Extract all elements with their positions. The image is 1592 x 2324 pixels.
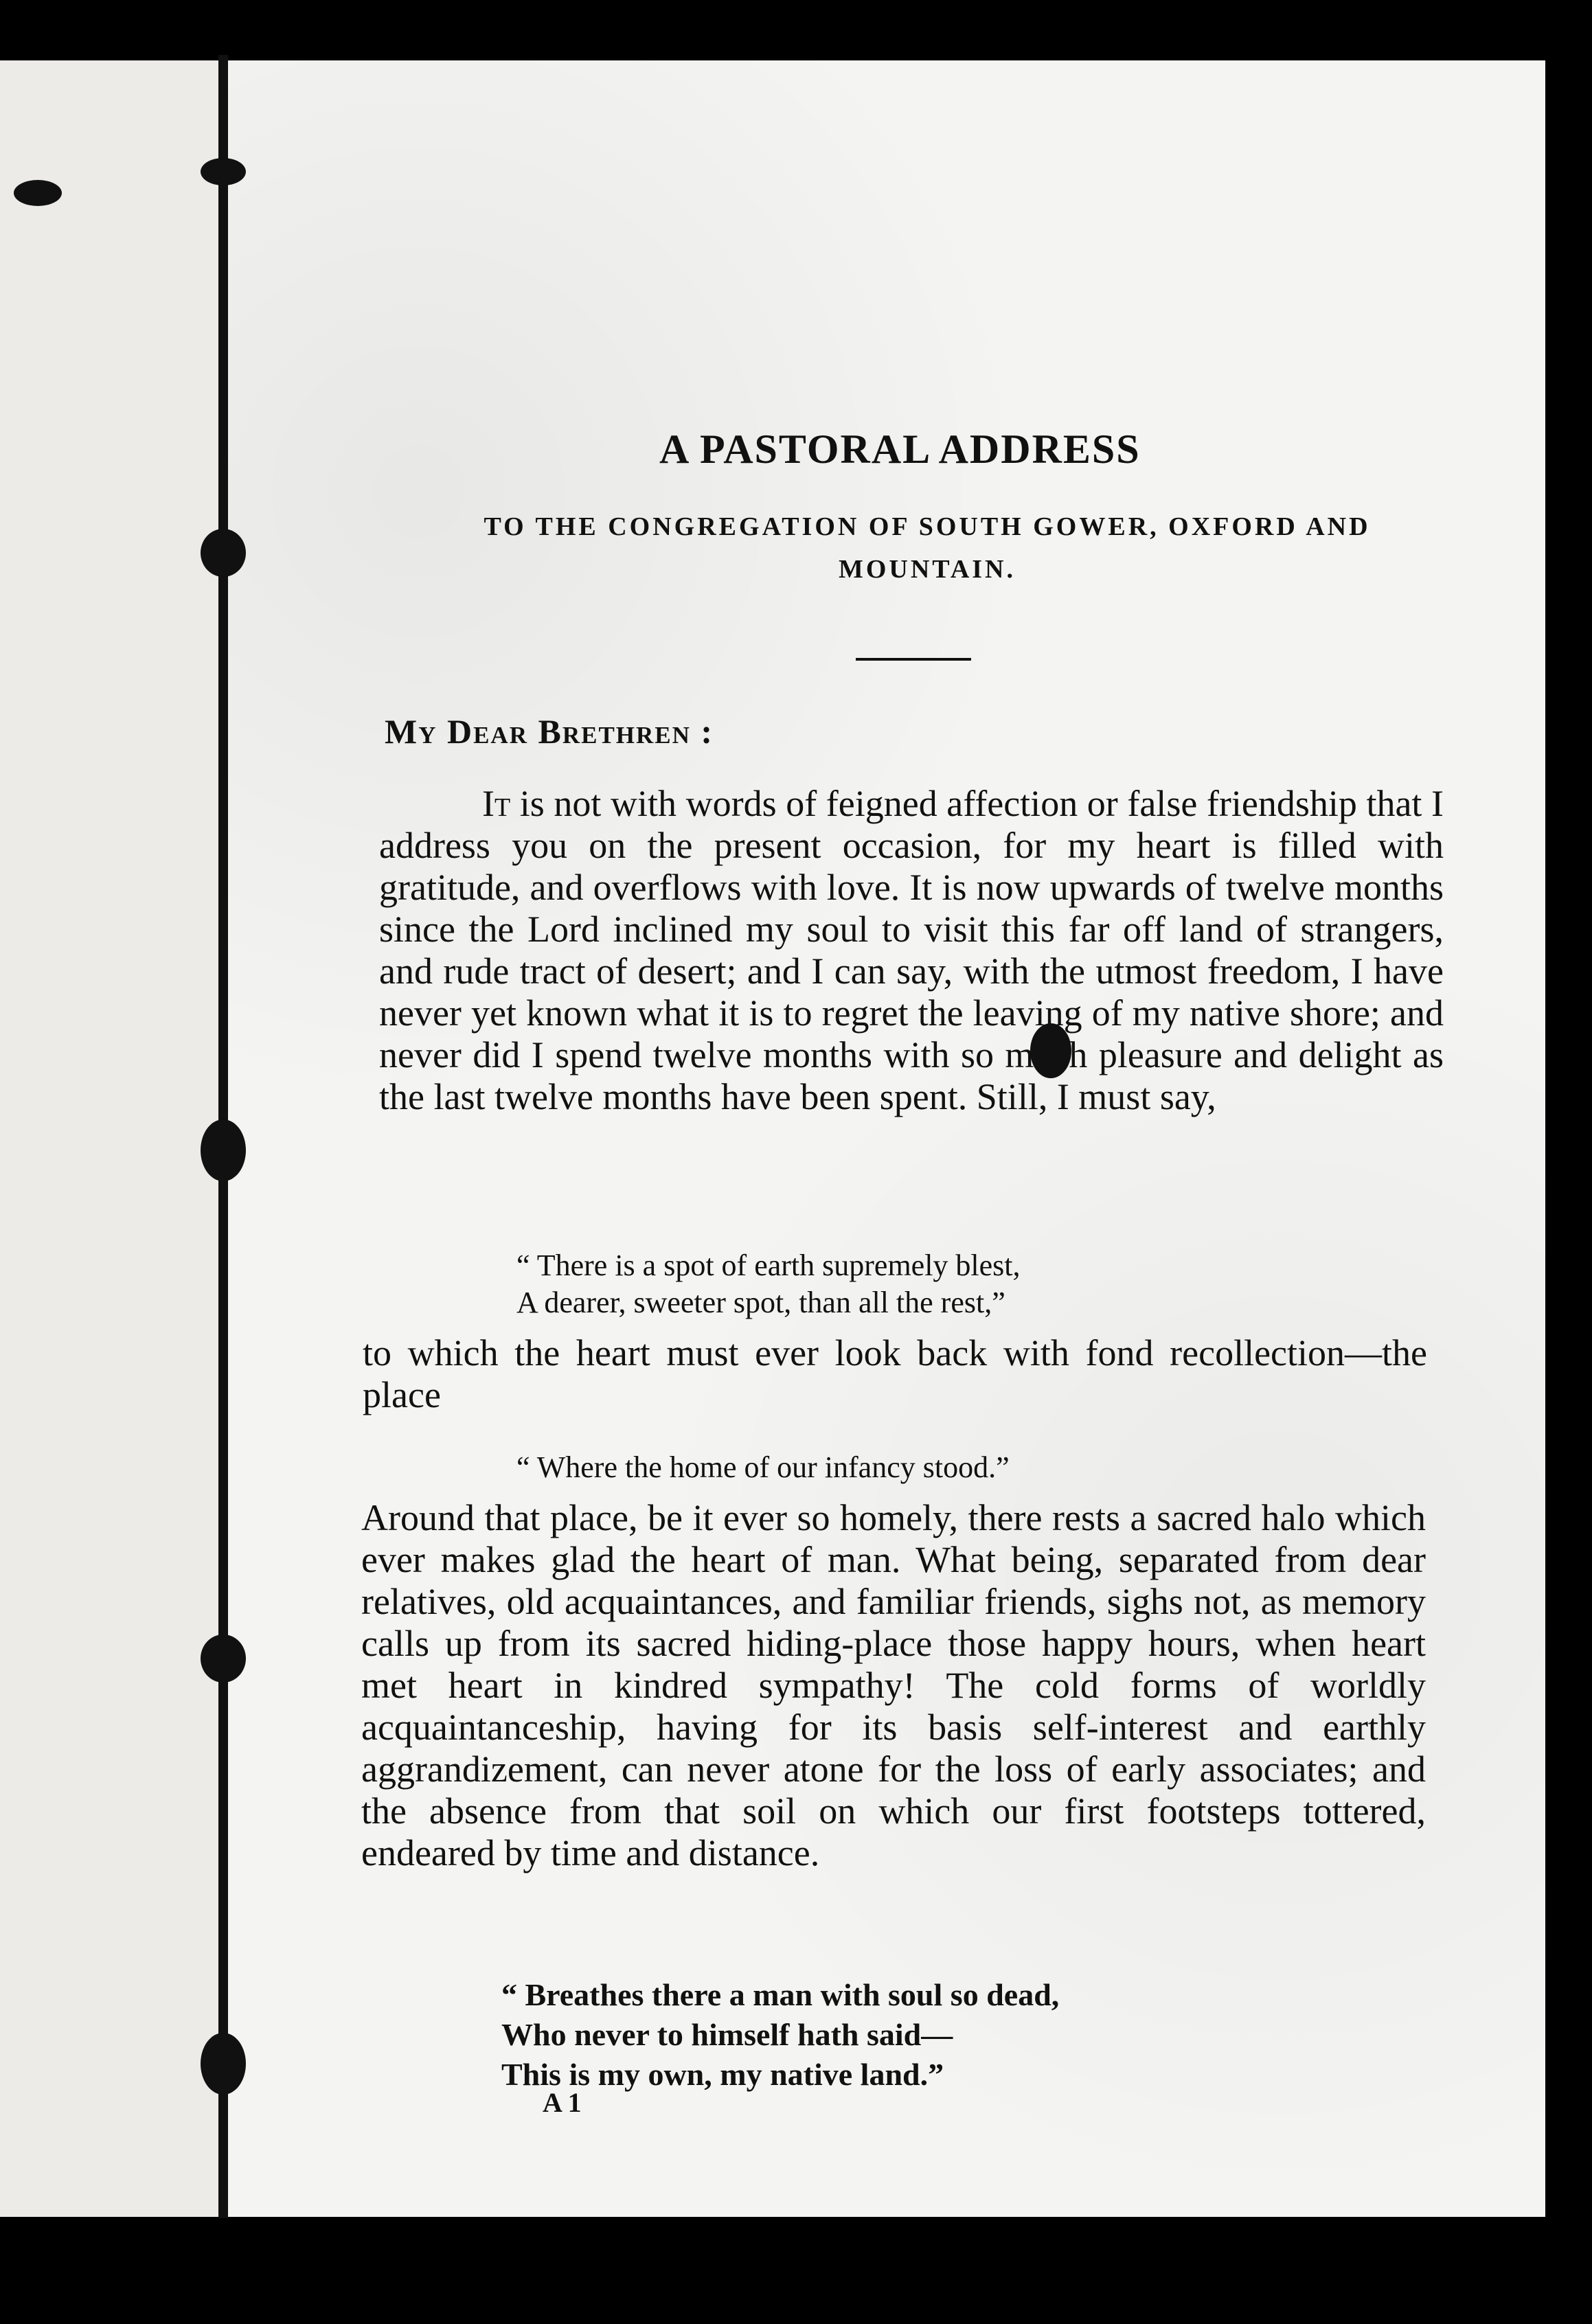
verse-line: This is my own, my native land.” xyxy=(501,2057,944,2092)
scan-gutter xyxy=(0,60,220,2217)
paragraph-2: to which the heart must ever look back with fond recollection—the place xyxy=(363,1332,1427,1415)
binding-knot xyxy=(201,1119,246,1181)
salutation: My Dear Brethren : xyxy=(385,712,714,751)
verse-line: Who never to himself hath said— xyxy=(501,2017,953,2052)
verse-quote-2 xyxy=(516,1449,1010,1486)
scan-right-edge xyxy=(1551,60,1592,2258)
paragraph-3: Around that place, be it ever so homely, there rests a sacred halo which ever makes glad the heart of man. What being, separated from dear relatives, old acquaintances, and familiar friends, sighs not, as memory calls up from its sacred hiding-place those happy hours, when heart met heart in kindred sympathy! The cold forms of worldly acquaintanceship, having for its basis self-interest and earthly aggrandizement, can never atone for the loss of early associates; and the absence from that soil on which our first footsteps tottered, endeared by time and distance. xyxy=(361,1497,1426,1873)
signature-mark: A 1 xyxy=(543,2087,582,2118)
page-subtitle: TO THE CONGREGATION OF SOUTH GOWER, OXFORD AND MOUNTAIN. xyxy=(484,512,1371,584)
verse-quote-1 xyxy=(516,1247,1021,1321)
paragraph-1 xyxy=(379,783,1444,1118)
paragraph-1-text: is not with words of feigned affection or false friendship that I address you on the present occasion, for my heart is filled with gratitude, and overflows with love. It is now upwards of twelve months since the Lord inclined my soul to visit this far off land of strangers, and rude tract of desert; and I can say, with the utmost freedom, I have never yet known what it is to regret the leaving of my native shore; and never did I spend twelve months with so much pleasure and delight as the last twelve months have been spent. Still, I must say, xyxy=(379,783,1444,1117)
verse-quote-3 xyxy=(501,1975,1059,2095)
binding-knot xyxy=(201,158,246,185)
binding-knot xyxy=(201,1634,246,1683)
page-title: A PASTORAL ADDRESS xyxy=(659,426,1141,472)
verse-line: “ Breathes there a man with soul so dead, xyxy=(501,1977,1060,2012)
document-page xyxy=(220,60,1545,2217)
title-rule xyxy=(856,658,971,661)
verse-line: “ Where the home of our infancy stood.” xyxy=(516,1450,1010,1484)
verse-line: A dearer, sweeter spot, than all the rest,” xyxy=(516,1286,1005,1319)
verse-line: “ There is a spot of earth supremely blest, xyxy=(516,1249,1021,1282)
ink-blot xyxy=(14,180,62,206)
paragraph-1-lead: It xyxy=(482,783,511,824)
binding-knot xyxy=(201,2033,246,2095)
binding-thread xyxy=(218,55,228,2218)
binding-knot xyxy=(201,529,246,577)
